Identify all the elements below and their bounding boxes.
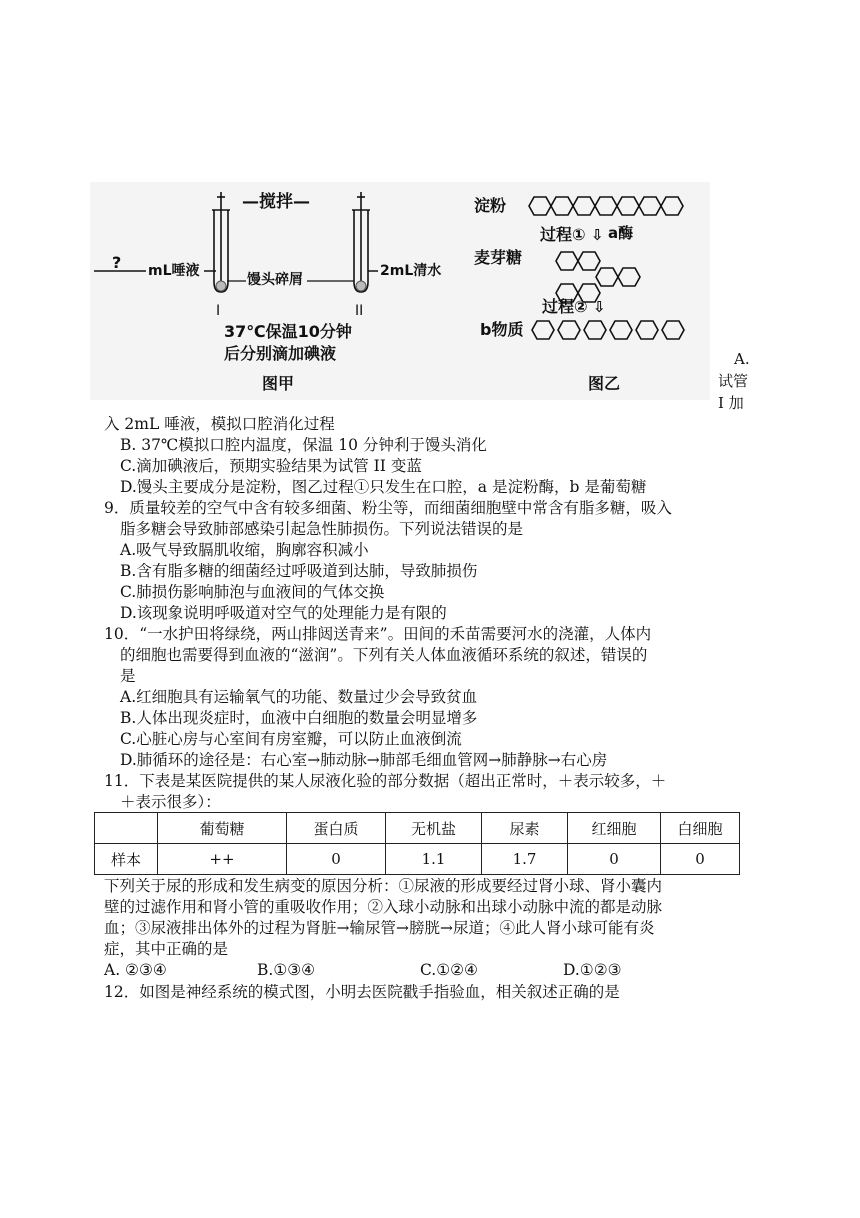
q10-option-b: B.人体出现炎症时，血液中白细胞的数量会明显增多 [120, 709, 478, 727]
stir-label: —搅拌— [242, 192, 310, 212]
table-cell: 0 [287, 844, 386, 875]
q8-option-d: D.馒头主要成分是淀粉，图乙过程①只发生在口腔，a 是淀粉酶，b 是葡萄糖 [120, 478, 647, 496]
bread-crumbs-1 [216, 281, 226, 291]
starch-label: 淀粉 [474, 196, 507, 215]
table-header-row [95, 813, 740, 844]
q10-option-c: C.心脏心房与心室间有房室瓣，可以防止血液倒流 [120, 730, 462, 748]
option-a-fragment-1: A. [734, 350, 750, 368]
table-header-cell: 白细胞 [661, 813, 740, 844]
q11-stem-1: 11．下表是某医院提供的某人尿液化验的部分数据（超出正常时，＋表示较多，＋ [104, 772, 667, 790]
maltose-label: 麦芽糖 [474, 248, 523, 267]
process-2-label: 过程② [542, 297, 588, 316]
condition-line-1: 37℃保温10分钟 [224, 322, 352, 341]
q8-option-c: C.滴加碘液后，预期实验结果为试管 II 变蓝 [120, 457, 422, 475]
q11-analysis-2: 壁的过滤作用和肾小管的重吸收作用；②入球小动脉和出球小动脉中流的都是动脉 [104, 898, 663, 916]
q11-analysis-3: 血；③尿液排出体外的过程为肾脏→输尿管→膀胱→尿道；④此人肾小球可能有炎 [104, 919, 655, 937]
table-cell: 样本 [95, 844, 158, 875]
table-cell: 0 [568, 844, 661, 875]
tube-1-label: I [216, 303, 221, 319]
table-row [95, 844, 740, 875]
table-cell: ++ [158, 844, 287, 875]
table-cell: 1.7 [482, 844, 568, 875]
table-header-cell: 蛋白质 [287, 813, 386, 844]
bread-label: 馒头碎屑 [247, 272, 303, 288]
process-1-label: 过程① [540, 225, 586, 244]
q11-option-d: D.①②③ [563, 961, 622, 979]
q9-stem-2: 脂多糖会导致肺部感染引起急性肺损伤。下列说法错误的是 [120, 520, 524, 538]
table-header-cell: 红细胞 [568, 813, 661, 844]
figure-yi-caption: 图乙 [588, 374, 621, 393]
q8-option-b: B. 37℃模拟口腔内温度，保温 10 分钟利于馒头消化 [120, 436, 487, 454]
q9-stem-1: 9．质量较差的空气中含有较多细菌、粉尘等，而细菌细胞壁中常含有脂多糖，吸入 [104, 499, 672, 517]
condition-line-2: 后分别滴加碘液 [224, 344, 337, 363]
figure-jia-caption: 图甲 [262, 374, 295, 393]
q10-stem-2: 的细胞也需要得到血液的“滋润”。下列有关人体血液循环系统的叙述，错误的 [120, 646, 648, 664]
q10-option-a: A.红细胞具有运输氧气的功能、数量过少会导致贫血 [120, 688, 478, 706]
q11-stem-2: ＋表示很多）： [120, 793, 221, 811]
option-a-fragment-3: I 加 [718, 394, 744, 412]
table-cell: 1.1 [386, 844, 482, 875]
option-a-fragment-2: 试管 [718, 372, 749, 390]
figures-panel [90, 182, 710, 400]
question-mark: ? [112, 253, 122, 272]
q11-option-a: A. ②③④ [104, 961, 167, 979]
q10-option-d: D.肺循环的途径是：右心室→肺动脉→肺部毛细血管网→肺静脉→右心房 [120, 751, 608, 769]
arrow-2-icon: ⇩ [593, 298, 606, 316]
q11-option-c: C.①②④ [420, 961, 478, 979]
bread-crumbs-2 [356, 281, 366, 291]
b-substance-label: b物质 [480, 320, 524, 339]
q11-option-b: B.①③④ [257, 961, 316, 979]
q9-option-a: A.吸气导致膈肌收缩，胸廓容积减小 [120, 541, 369, 559]
q10-stem-1: 10．“一水护田将绿绕，两山排闼送青来”。田间的禾苗需要河水的浇灌，人体内 [104, 625, 652, 643]
water-label: 2mL清水 [380, 263, 442, 279]
enzyme-a-label: a酶 [608, 224, 634, 242]
urine-test-table [94, 812, 740, 875]
tube-2-label: II [355, 303, 364, 319]
arrow-1-icon: ⇩ [591, 226, 604, 244]
q9-option-c: C.肺损伤影响肺泡与血液间的气体交换 [120, 583, 385, 601]
saliva-label: mL唾液 [148, 263, 200, 279]
q12-stem: 12．如图是神经系统的模式图，小明去医院戳手指验血，相关叙述正确的是 [104, 983, 620, 1001]
table-header-cell: 葡萄糖 [158, 813, 287, 844]
table-header-cell [95, 813, 158, 844]
q9-option-b: B.含有脂多糖的细菌经过呼吸道到达肺，导致肺损伤 [120, 562, 478, 580]
q10-stem-3: 是 [120, 667, 136, 685]
experiment-figures [90, 182, 710, 400]
table-header-cell: 无机盐 [386, 813, 482, 844]
q11-analysis-1: 下列关于尿的形成和发生病变的原因分析：①尿液的形成要经过肾小球、肾小囊内 [104, 877, 663, 895]
q8-option-a-cont: 入 2mL 唾液，模拟口腔消化过程 [104, 415, 335, 433]
table-header-cell: 尿素 [482, 813, 568, 844]
q9-option-d: D.该现象说明呼吸道对空气的处理能力是有限的 [120, 604, 447, 622]
table-cell: 0 [661, 844, 740, 875]
q11-analysis-4: 症，其中正确的是 [104, 940, 229, 958]
